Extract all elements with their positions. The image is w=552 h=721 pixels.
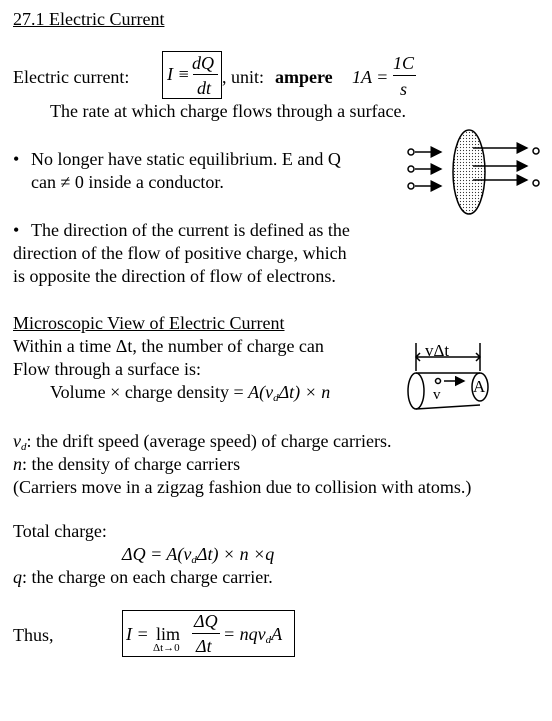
charge-carrier-definition: q: the charge on each charge carrier. [13,567,273,587]
microscopic-title: Microscopic View of Electric Current [13,313,285,333]
limit-operator: lim [156,624,181,644]
unit-fraction-bar [393,75,416,76]
bullet-1-line-1: No longer have static equilibrium. E and Q [31,149,341,169]
thus-label: Thus, [13,625,54,645]
result-lhs: I = [126,624,149,644]
total-charge-label: Total charge: [13,521,107,541]
result-denominator: Δt [196,636,212,656]
section-title: 27.1 Electric Current [13,9,165,29]
result-rhs: = nqv$_d$A [223,624,283,646]
microscopic-line-2: Flow through a surface is: [13,359,201,379]
result-numerator: ΔQ [194,611,218,631]
definition-label: Electric current: [13,67,130,87]
volume-equation: Volume × charge density = $A(v_d\Delta t) \times n$ [50,382,331,404]
limit-subscript: Δt→0 [153,642,180,654]
definition-denominator: dt [197,78,212,98]
unit-name: ampere [275,67,333,87]
length-label: vΔt [425,341,450,360]
density-definition: n: the density of charge carriers [13,454,241,474]
definition-fraction-bar [193,74,218,75]
current-flow-figure [405,122,545,222]
definition-numerator: dQ [192,53,214,73]
microscopic-line-1: Within a time Δt, the number of charge can [13,336,324,356]
cylinder-figure [404,335,499,415]
carrier-note: (Carriers move in a zigzag fashion due to collision with atoms.) [13,477,472,497]
unit-numerator: 1C [393,53,415,73]
bullet-2-line-3: is opposite the direction of flow of electrons. [13,266,336,286]
result-fraction-bar [192,633,220,634]
unit-label: , unit: [222,67,265,87]
unit-denominator: s [400,79,408,99]
bullet-dot: • [13,149,20,169]
definition-description: The rate at which charge flows through a surface. [50,101,407,121]
total-charge-equation: $\Delta Q = A(v_d\Delta t) \times n \times q$ [122,544,275,566]
velocity-label: v [433,387,441,403]
area-label: A [473,377,486,396]
definition-lhs: I ≡ [167,64,190,84]
bullet-1-line-2: can ≠ 0 inside a conductor. [31,172,224,192]
unit-equation: 1A = [352,67,389,87]
bullet-2-line-2: direction of the flow of positive charge, which [13,243,347,263]
bullet-dot: • [13,220,20,240]
bullet-2-line-1: The direction of the current is defined as the [31,220,350,240]
drift-speed-definition: $v_d$: the drift speed (average speed) of charge carriers. [13,431,392,453]
